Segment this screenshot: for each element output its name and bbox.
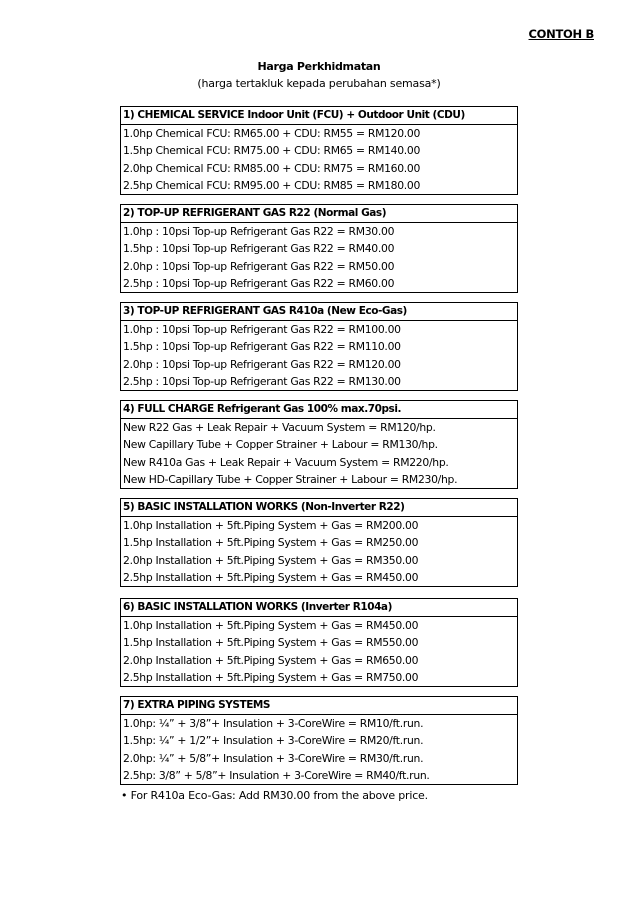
section-heading: 2) TOP-UP REFRIGERANT GAS R22 (Normal Gas)	[121, 205, 517, 223]
price-row: 2.0hp Installation + 5ft.Piping System + Gas = RM650.00	[123, 653, 419, 667]
price-row: 1.5hp : 10psi Top-up Refrigerant Gas R22 = RM110.00	[123, 340, 401, 354]
price-row: 2.0hp Chemical FCU: RM85.00 + CDU: RM75 = RM160.00	[123, 161, 421, 175]
section-extra-piping	[120, 696, 518, 785]
price-row: 2.5hp Installation + 5ft.Piping System + Gas = RM750.00	[123, 670, 419, 684]
section-full-charge	[120, 400, 518, 489]
price-row: 1.0hp : 10psi Top-up Refrigerant Gas R22 = RM30.00	[123, 225, 395, 238]
section-heading: 7) EXTRA PIPING SYSTEMS	[121, 697, 517, 715]
price-row: 2.5hp: 3/8” + 5/8”+ Insulation + 3-CoreWire = RM40/ft.run.	[123, 768, 430, 782]
price-row: 1.0hp : 10psi Top-up Refrigerant Gas R22 = RM100.00	[123, 323, 401, 336]
price-row: New R410a Gas + Leak Repair + Vacuum System = RM220/hp.	[123, 455, 449, 469]
price-row: New Capillary Tube + Copper Strainer + Labour = RM130/hp.	[123, 438, 438, 452]
price-row: 2.0hp: ¼” + 5/8”+ Insulation + 3-CoreWire = RM30/ft.run.	[123, 751, 424, 765]
price-row: 1.5hp: ¼” + 1/2”+ Insulation + 3-CoreWire = RM20/ft.run.	[123, 734, 424, 748]
price-row: 1.5hp Installation + 5ft.Piping System + Gas = RM550.00	[123, 636, 419, 650]
section-heading: 4) FULL CHARGE Refrigerant Gas 100% max.70psi.	[121, 401, 517, 419]
price-row: 1.0hp: ¼” + 3/8”+ Insulation + 3-CoreWire = RM10/ft.run.	[123, 717, 424, 730]
price-row: 2.0hp : 10psi Top-up Refrigerant Gas R22 = RM50.00	[123, 259, 395, 273]
section-installation-non-inverter	[120, 498, 518, 587]
price-row: 1.0hp Installation + 5ft.Piping System + Gas = RM200.00	[123, 519, 419, 532]
price-row: 2.5hp Installation + 5ft.Piping System + Gas = RM450.00	[123, 570, 419, 584]
section-topup-r22	[120, 204, 518, 293]
price-row: New R22 Gas + Leak Repair + Vacuum System = RM120/hp.	[123, 421, 436, 434]
section-heading: 3) TOP-UP REFRIGERANT GAS R410a (New Eco-Gas)	[121, 303, 517, 321]
price-row: 1.5hp Chemical FCU: RM75.00 + CDU: RM65 = RM140.00	[123, 144, 421, 158]
price-row: 1.5hp Installation + 5ft.Piping System + Gas = RM250.00	[123, 536, 419, 550]
price-row: 1.0hp Installation + 5ft.Piping System + Gas = RM450.00	[123, 619, 419, 632]
section-topup-r410a	[120, 302, 518, 391]
price-row: 1.5hp : 10psi Top-up Refrigerant Gas R22 = RM40.00	[123, 242, 395, 256]
section-heading: 5) BASIC INSTALLATION WORKS (Non-Inverter R22)	[121, 499, 517, 517]
document-label: CONTOH B	[528, 27, 594, 41]
page-subtitle: (harga tertakluk kepada perubahan semasa*)	[197, 77, 441, 90]
price-row: 2.5hp : 10psi Top-up Refrigerant Gas R22 = RM60.00	[123, 276, 395, 290]
price-row: 2.5hp Chemical FCU: RM95.00 + CDU: RM85 = RM180.00	[123, 178, 421, 192]
section-heading: 6) BASIC INSTALLATION WORKS (Inverter R104a)	[121, 599, 517, 617]
price-row: 2.0hp : 10psi Top-up Refrigerant Gas R22 = RM120.00	[123, 357, 401, 371]
section-heading: 1) CHEMICAL SERVICE Indoor Unit (FCU) + Outdoor Unit (CDU)	[121, 107, 517, 125]
section-chemical-service	[120, 106, 518, 195]
price-row: New HD-Capillary Tube + Copper Strainer + Labour = RM230/hp.	[123, 472, 458, 486]
price-row: 1.0hp Chemical FCU: RM65.00 + CDU: RM55 = RM120.00	[123, 127, 421, 140]
price-row: 2.5hp : 10psi Top-up Refrigerant Gas R22 = RM130.00	[123, 374, 401, 388]
footnote: • For R410a Eco-Gas: Add RM30.00 from the above price.	[121, 789, 428, 802]
section-installation-inverter	[120, 598, 518, 687]
price-row: 2.0hp Installation + 5ft.Piping System + Gas = RM350.00	[123, 553, 419, 567]
page-title: Harga Perkhidmatan	[257, 60, 381, 73]
